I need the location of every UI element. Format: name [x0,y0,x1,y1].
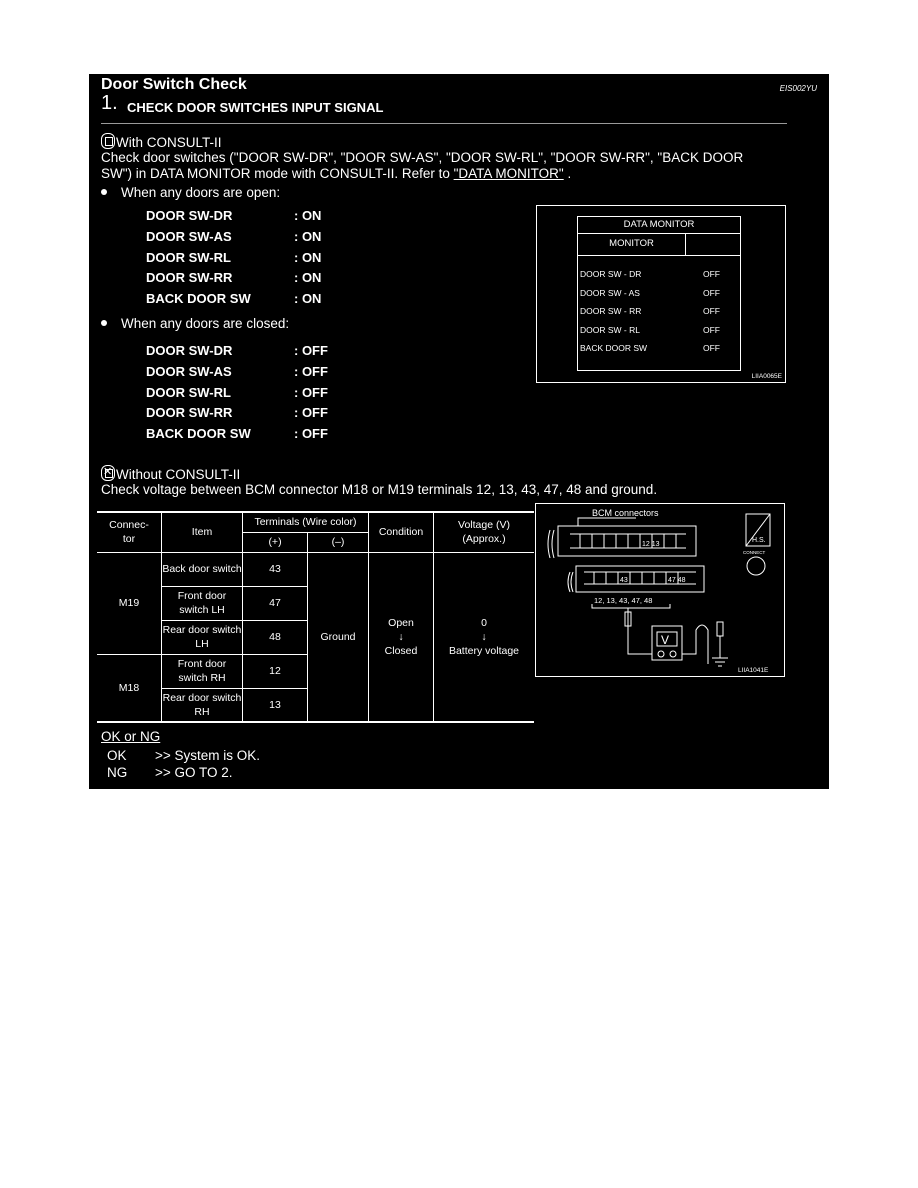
ng-label: NG [107,765,128,780]
signal-value: : OFF [294,363,328,379]
data-monitor-title: DATA MONITOR [578,217,740,234]
signal-name: BACK DOOR SW [146,426,251,442]
signal-value: : OFF [294,384,328,400]
harness-break-mark [568,572,573,592]
monitor-row [580,288,738,298]
figure-label: LIIA1041E [738,667,769,674]
connector-m19: M19 [97,552,162,654]
ground-symbol-icon [712,658,728,666]
bullet-icon [101,189,107,195]
col-condition: Condition [369,512,434,552]
probe-wire [628,629,652,654]
signal-name: DOOR SW-AS [146,363,232,379]
meter-label: V [661,633,670,647]
col-terminals: Terminals (Wire color) [243,512,369,532]
terminal-cell: 48 [243,620,308,654]
terminal-cell: 12 [243,654,308,688]
with-consult-instruction: Check door switches ("DOOR SW-DR", "DOOR SW-AS", "DOOR SW-RL", "DOOR SW-RR", "BACK DOOR SW") in DATA MONITOR mode with CONSULT-II. Refer to "DATA MONITOR" . [101,150,744,181]
signal-name: DOOR SW-DR [146,343,233,358]
terminal-cell: 47 [243,586,308,620]
signal-name: DOOR SW-AS [146,228,232,244]
top-connector-latch [578,518,636,526]
no-consult-icon [101,465,115,481]
signal-value: : ON [294,270,322,286]
ground-lead [682,625,708,664]
monitor-row [580,325,738,335]
consult-tool-icon [101,133,115,149]
bullet-icon [101,320,107,326]
step-heading: CHECK DOOR SWITCHES INPUT SIGNAL [127,100,384,115]
signal-name: DOOR SW-RL [146,249,231,265]
signal-value: : ON [294,249,322,265]
page-title: Door Switch Check [101,76,247,93]
ok-label: OK [107,748,127,763]
meter-terminal [670,651,676,657]
monitor-item-value: OFF [703,306,720,316]
terminals-label: 12, 13, 43, 47, 48 [594,596,653,605]
signal-name: BACK DOOR SW [146,291,251,307]
item-cell: Rear door switch LH [162,620,243,654]
signal-value: : ON [294,208,322,223]
ok-text: >> System is OK. [155,748,261,763]
connect-icon [747,557,765,575]
negative-probe-icon [717,622,723,636]
signal-value: : ON [294,228,322,244]
signal-name: DOOR SW-RR [146,405,233,421]
signal-value: : OFF [294,405,328,421]
closed-bullet: When any doors are closed: [101,316,289,331]
top-connector-pins [570,534,686,548]
figure-label: LIIA0065E [751,373,782,380]
item-cell: Front door switch LH [162,586,243,620]
monitor-item-value: OFF [703,324,720,335]
terminal-cell: 43 [243,552,308,586]
col-connector: Connec- tor [97,512,162,552]
item-cell: Rear door switch RH [162,688,243,722]
voltage-cell: 0 ↓ Battery voltage [434,552,535,722]
terminal-cell: 13 [243,688,308,722]
data-monitor-link[interactable]: "DATA MONITOR" [453,166,564,181]
data-monitor-figure [536,205,786,383]
ng-text: >> GO TO 2. [155,765,233,780]
table-row [97,552,534,586]
monitor-column-header: MONITOR [578,233,686,256]
harness-break-mark [548,530,554,558]
connect-label: CONNECT [743,550,766,555]
monitor-item-value: OFF [703,287,720,298]
meter-terminal [658,651,664,657]
monitor-item-value: OFF [703,343,720,353]
top-connector-shape [558,526,696,556]
without-consult-heading: ✕Without CONSULT-II [101,465,240,482]
open-bullet: When any doors are open: [101,185,280,200]
data-monitor-screen [577,216,741,371]
with-consult-heading: With CONSULT-II [101,133,222,150]
monitor-item-value: OFF [703,269,720,279]
terminal-voltage-table [97,511,534,723]
monitor-item-name: DOOR SW - RR [580,306,642,316]
bcm-diagram-svg [536,504,784,676]
monitor-item-name: BACK DOOR SW [580,343,648,353]
monitor-item-name: DOOR SW - AS [580,287,640,298]
monitor-item-name: DOOR SW - DR [580,269,642,279]
monitor-row [580,343,738,353]
step-number: 1. [101,92,118,114]
item-cell: Front door switch RH [162,654,243,688]
col-item: Item [162,512,243,552]
item-cell: Back door switch [162,552,243,586]
service-manual-panel [89,74,829,789]
signal-value: : ON [294,291,322,307]
bottom-pin-label-b: 47 48 [668,577,686,584]
hs-label: H.S. [752,537,766,544]
col-voltage: Voltage (V) (Approx.) [434,512,535,552]
top-pin-label: 12 13 [642,541,660,548]
document-code: EIS002YU [779,84,817,93]
connector-m18: M18 [97,654,162,722]
signal-value: : OFF [294,343,328,358]
signal-name: DOOR SW-DR [146,208,233,223]
signal-name: DOOR SW-RR [146,270,233,286]
signal-name: DOOR SW-RL [146,384,231,400]
divider [101,123,787,124]
condition-cell: Open ↓ Closed [369,552,434,722]
monitor-row [580,269,738,279]
col-minus: (–) [308,532,369,552]
bcm-connector-diagram [535,503,785,677]
signal-value: : OFF [294,426,328,442]
result-heading: OK or NG [101,729,161,744]
bcm-title: BCM connectors [592,508,659,518]
ground-cell: Ground [308,552,369,722]
monitor-item-name: DOOR SW - RL [580,324,640,335]
monitor-row [580,306,738,316]
col-plus: (+) [243,532,308,552]
bottom-pin-label-a: 43 [620,577,628,584]
without-consult-instruction: Check voltage between BCM connector M18 or M19 terminals 12, 13, 43, 47, 48 and ground. [101,482,658,497]
